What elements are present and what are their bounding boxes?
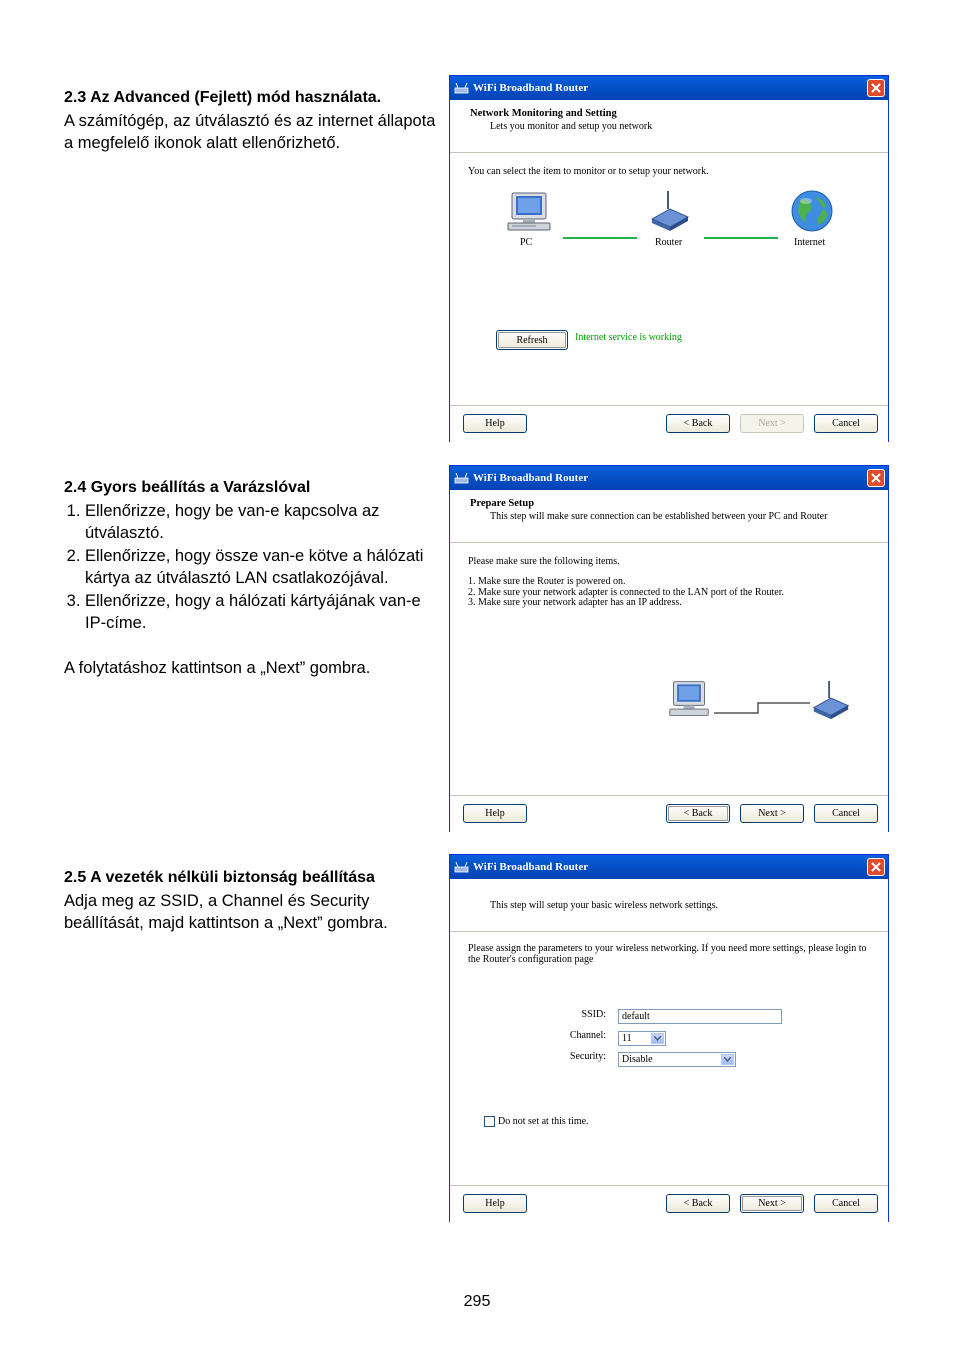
window-title: WiFi Broadband Router (473, 861, 589, 873)
section-heading: 2.3 Az Advanced (Fejlett) mód használata. (64, 89, 382, 106)
wizard-header (450, 100, 888, 153)
list-item: 2. Make sure your network adapter is connected to the LAN port of the Router. (468, 586, 785, 598)
router-icon[interactable] (648, 189, 692, 233)
section-heading: 2.4 Gyors beállítás a Varázslóval (64, 479, 311, 496)
close-icon (871, 83, 881, 93)
security-value: Disable (622, 1054, 653, 1065)
connection-line (704, 237, 778, 239)
cable-line (712, 697, 812, 717)
button-bar (450, 405, 888, 442)
list-item: 1. Ellenőrizze, hogy be van-e kapcsolva az útválasztó. (85, 500, 434, 545)
router-icon (454, 472, 469, 485)
next-button[interactable]: Next > (740, 414, 804, 433)
title-bar (450, 855, 888, 879)
help-button[interactable]: Help (463, 1194, 527, 1213)
skip-checkbox[interactable] (484, 1116, 495, 1127)
window-title: WiFi Broadband Router (473, 82, 589, 94)
checkbox-label: Do not set at this time. (498, 1116, 589, 1127)
section-heading: 2.5 A vezeték nélküli biztonság beállítása (64, 869, 375, 886)
section-advanced (64, 87, 444, 155)
dialog-wireless-settings (449, 854, 889, 1222)
router-icon (810, 679, 852, 721)
channel-label: Channel: (569, 1030, 606, 1041)
section-body: A folytatáshoz kattintson a „Next” gombra. (64, 658, 371, 677)
close-button[interactable] (867, 858, 885, 876)
header-subtitle: This step will make sure connection can be established between your PC and Router (490, 511, 828, 522)
next-button[interactable]: Next > (740, 804, 804, 823)
page-number: 295 (463, 1293, 491, 1310)
router-label: Router (655, 237, 683, 248)
help-button[interactable]: Help (463, 804, 527, 823)
pc-icon[interactable] (506, 191, 552, 233)
cancel-button[interactable]: Cancel (814, 414, 878, 433)
internet-globe-icon[interactable] (790, 189, 834, 233)
wizard-header (450, 490, 888, 543)
channel-value: 11 (622, 1033, 632, 1044)
refresh-button[interactable]: Refresh (496, 330, 568, 350)
security-select[interactable] (618, 1052, 736, 1067)
cancel-button[interactable]: Cancel (814, 1194, 878, 1213)
button-bar (450, 1185, 888, 1222)
status-text: Internet service is working (575, 332, 682, 343)
security-label: Security: (569, 1051, 606, 1062)
chevron-down-icon[interactable] (651, 1033, 664, 1044)
back-button[interactable]: < Back (666, 1194, 730, 1213)
help-button[interactable]: Help (463, 414, 527, 433)
dialog-prepare-setup (449, 465, 889, 832)
checklist (468, 577, 784, 609)
window-title: WiFi Broadband Router (473, 472, 589, 484)
wizard-header (450, 879, 888, 932)
pc-icon (668, 679, 710, 719)
router-icon (454, 82, 469, 95)
step-list (64, 500, 434, 635)
dialog-network-monitoring (449, 75, 889, 442)
title-bar (450, 466, 888, 490)
header-subtitle: Lets you monitor and setup you network (490, 121, 653, 132)
chevron-down-icon[interactable] (721, 1054, 734, 1065)
close-icon (871, 473, 881, 483)
list-item: 3. Ellenőrizze, hogy a hálózati kártyájának van-e IP-címe. (85, 590, 434, 635)
next-button[interactable]: Next > (740, 1194, 804, 1213)
intro-text: Please make sure the following items. (468, 556, 620, 567)
list-item: 3. Make sure your network adapter has an IP address. (468, 597, 682, 608)
list-item: 1. Make sure the Router is powered on. (468, 576, 626, 587)
header-title: Prepare Setup (470, 498, 535, 509)
ssid-label: SSID: (581, 1009, 606, 1020)
pc-label: PC (520, 237, 533, 248)
close-icon (871, 862, 881, 872)
header-subtitle: This step will setup your basic wireless network settings. (490, 900, 719, 911)
button-bar (450, 795, 888, 832)
cancel-button[interactable]: Cancel (814, 804, 878, 823)
list-item: 2. Ellenőrizze, hogy össze van-e kötve a hálózati kártya az útválasztó LAN csatlakozójával. (85, 545, 434, 590)
channel-select[interactable] (618, 1031, 666, 1046)
intro-text: You can select the item to monitor or to setup your network. (468, 166, 709, 177)
section-body: Adja meg az SSID, a Channel és Security beállítását, majd kattintson a „Next” gombra. (64, 891, 388, 932)
section-wizard (64, 477, 434, 679)
title-bar (450, 76, 888, 100)
section-wireless (64, 867, 434, 935)
header-title: Network Monitoring and Setting (470, 108, 617, 119)
internet-label: Internet (794, 237, 826, 248)
back-button[interactable]: < Back (666, 414, 730, 433)
close-button[interactable] (867, 79, 885, 97)
ssid-input[interactable]: default (618, 1009, 782, 1024)
router-icon (454, 861, 469, 874)
section-body: A számítógép, az útválasztó és az internet állapota a megfelelő ikonok alatt ellenőrizhető. (64, 111, 436, 152)
close-button[interactable] (867, 469, 885, 487)
connection-line (563, 237, 637, 239)
back-button[interactable]: < Back (666, 804, 730, 823)
intro-text: Please assign the parameters to your wireless networking. If you need more settings, please login to the Router's configuration page (468, 943, 867, 965)
